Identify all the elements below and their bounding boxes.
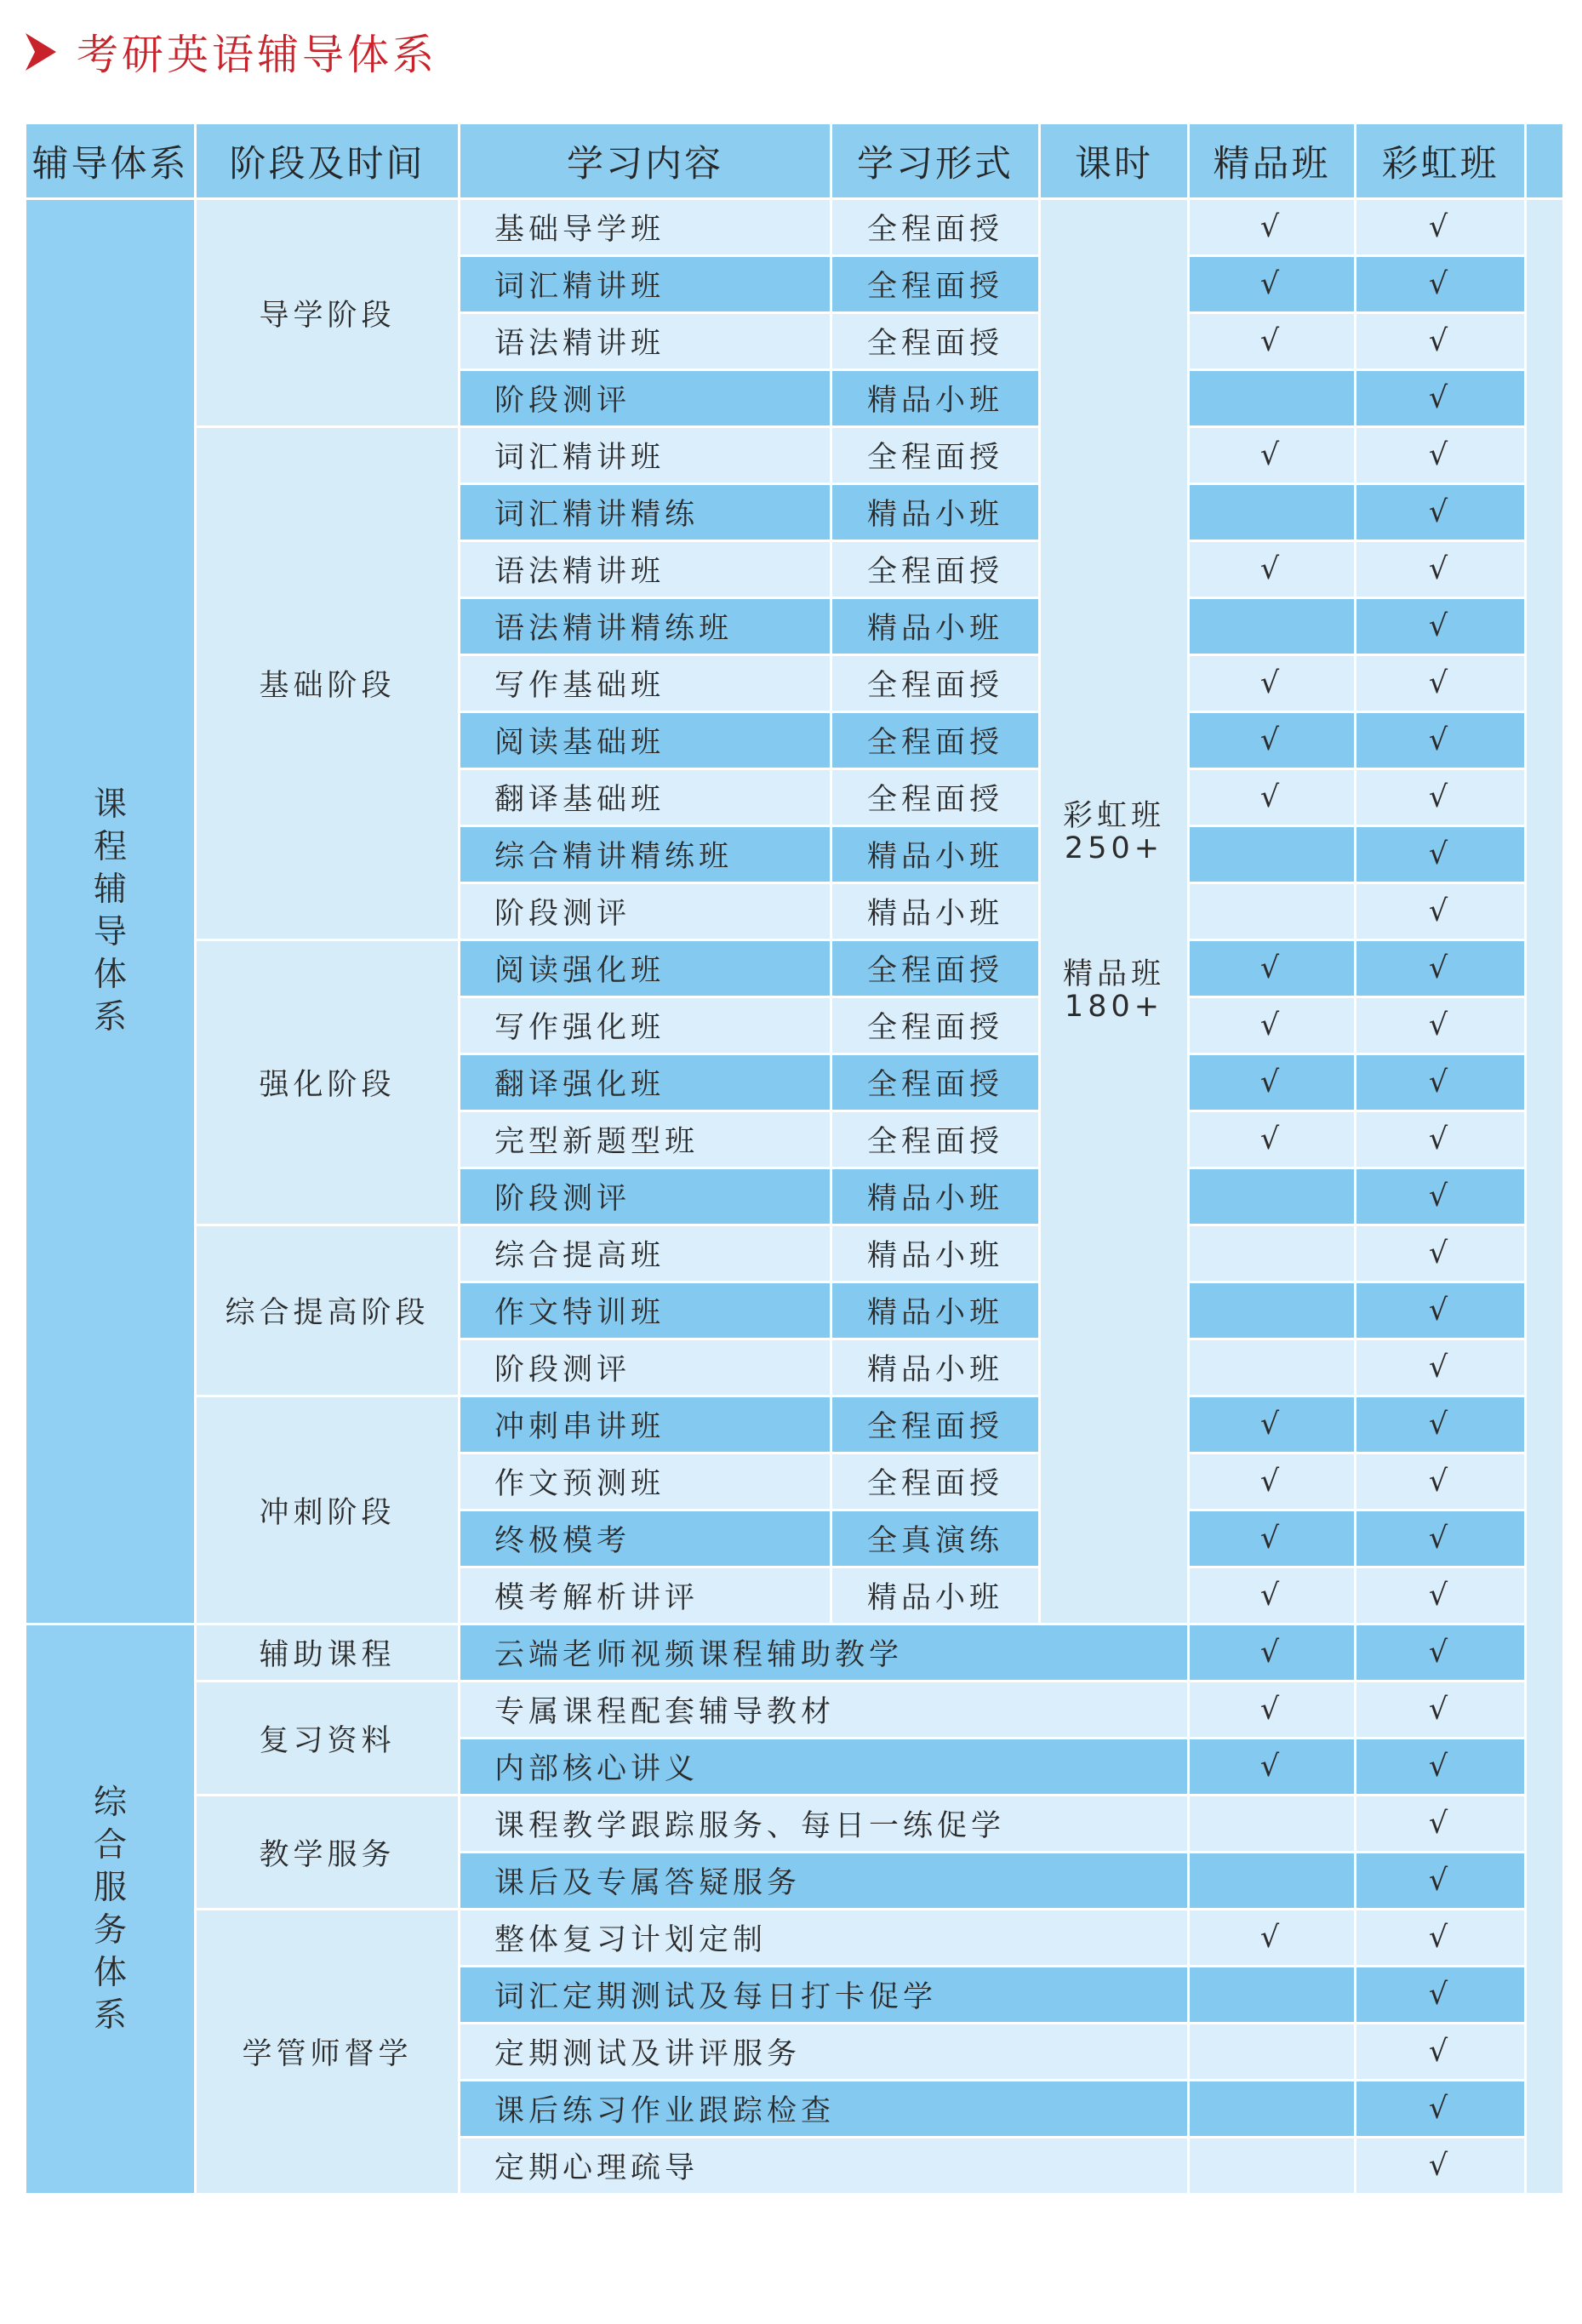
content-cell: 语法精讲班 [460,313,831,370]
content-cell: 课后练习作业跟踪检查 [460,2081,1189,2138]
rainbow-cell: √ [1356,2081,1526,2138]
section-title [24,22,437,82]
content-cell: 语法精讲班 [460,541,831,598]
content-cell: 定期心理疏导 [460,2138,1189,2195]
rainbow-cell: √ [1356,1453,1526,1510]
content-cell: 完型新题型班 [460,1111,831,1168]
rainbow-cell: √ [1356,484,1526,541]
page-title: 考研英语辅导体系 [77,31,438,79]
stage-teaching-service: 教学服务 [196,1796,460,1910]
header-extra [1526,123,1564,199]
content-cell: 词汇精讲班 [460,256,831,313]
premium-cell: √ [1189,1054,1356,1111]
hours-rainbow-label: 彩虹班 [1062,799,1165,833]
table-row [26,1796,1564,1853]
content-cell: 专属课程配套辅导教材 [460,1682,1189,1739]
table-row [26,1625,1564,1682]
premium-cell: √ [1189,313,1356,370]
content-cell: 阶段测评 [460,1339,831,1396]
premium-cell: √ [1189,997,1356,1054]
table-row [26,940,1564,997]
premium-cell: √ [1189,1453,1356,1510]
rainbow-cell: √ [1356,1111,1526,1168]
premium-cell: √ [1189,1396,1356,1453]
form-cell: 全程面授 [831,541,1040,598]
rainbow-cell: √ [1356,427,1526,484]
content-cell: 阶段测评 [460,1168,831,1225]
rainbow-cell: √ [1356,1225,1526,1282]
premium-cell: √ [1189,199,1356,256]
form-cell: 全程面授 [831,1396,1040,1453]
rainbow-cell: √ [1356,1339,1526,1396]
premium-cell: √ [1189,541,1356,598]
premium-cell [1189,1282,1356,1339]
premium-cell [1189,826,1356,883]
table-row [26,1682,1564,1739]
premium-cell [1189,1967,1356,2024]
premium-cell: √ [1189,712,1356,769]
content-cell: 课后及专属答疑服务 [460,1853,1189,1910]
header-hours: 课时 [1040,123,1189,199]
premium-cell: √ [1189,1739,1356,1796]
table-row [26,199,1564,256]
content-cell: 冲刺串讲班 [460,1396,831,1453]
rainbow-cell: √ [1356,1396,1526,1453]
form-cell: 全程面授 [831,769,1040,826]
content-cell: 基础导学班 [460,199,831,256]
form-cell: 全程面授 [831,199,1040,256]
form-cell: 精品小班 [831,1282,1040,1339]
content-cell: 阶段测评 [460,883,831,940]
tutoring-system-table [24,122,1565,2196]
rainbow-cell: √ [1356,1168,1526,1225]
form-cell: 精品小班 [831,1339,1040,1396]
premium-cell: √ [1189,256,1356,313]
form-cell: 全程面授 [831,427,1040,484]
rainbow-cell: √ [1356,826,1526,883]
premium-cell: √ [1189,769,1356,826]
premium-cell [1189,598,1356,655]
form-cell: 全程面授 [831,940,1040,997]
premium-cell [1189,883,1356,940]
premium-cell [1189,1168,1356,1225]
rainbow-cell: √ [1356,313,1526,370]
rainbow-cell: √ [1356,256,1526,313]
header-stage: 阶段及时间 [196,123,460,199]
rainbow-cell: √ [1356,883,1526,940]
arrow-right-icon [24,31,58,73]
content-cell: 整体复习计划定制 [460,1910,1189,1967]
content-cell: 翻译基础班 [460,769,831,826]
premium-cell: √ [1189,1625,1356,1682]
content-cell: 模考解析讲评 [460,1567,831,1625]
form-cell: 精品小班 [831,1225,1040,1282]
content-cell: 综合精讲精练班 [460,826,831,883]
stage-auxiliary: 辅助课程 [196,1625,460,1682]
rainbow-cell: √ [1356,2138,1526,2195]
premium-cell: √ [1189,1910,1356,1967]
hours-premium-label: 精品班 [1062,957,1165,991]
content-cell: 终极模考 [460,1510,831,1567]
content-cell: 词汇定期测试及每日打卡促学 [460,1967,1189,2024]
content-cell: 阅读强化班 [460,940,831,997]
premium-cell [1189,1339,1356,1396]
form-cell: 全真演练 [831,1510,1040,1567]
rainbow-cell: √ [1356,541,1526,598]
table-row [26,1396,1564,1453]
premium-cell [1189,2081,1356,2138]
stage-guide: 导学阶段 [196,199,460,427]
content-cell: 词汇精讲精练 [460,484,831,541]
system-service: 综合服务体系 [26,1625,196,2195]
rainbow-cell: √ [1356,1625,1526,1682]
content-cell: 词汇精讲班 [460,427,831,484]
table-row [26,1910,1564,1967]
header-form: 学习形式 [831,123,1040,199]
content-cell: 翻译强化班 [460,1054,831,1111]
form-cell: 全程面授 [831,313,1040,370]
hours-premium-value: 180+ [1064,990,1164,1024]
rainbow-cell: √ [1356,199,1526,256]
system-course: 课程辅导体系 [26,199,196,1625]
rainbow-cell: √ [1356,1967,1526,2024]
content-cell: 云端老师视频课程辅助教学 [460,1625,1189,1682]
stage-materials: 复习资料 [196,1682,460,1796]
premium-cell: √ [1189,1682,1356,1739]
table-row [26,1225,1564,1282]
content-cell: 阶段测评 [460,370,831,427]
content-cell: 定期测试及讲评服务 [460,2024,1189,2081]
premium-cell [1189,2138,1356,2195]
rainbow-cell: √ [1356,598,1526,655]
rainbow-cell: √ [1356,2024,1526,2081]
premium-cell: √ [1189,655,1356,712]
rainbow-cell: √ [1356,997,1526,1054]
premium-cell: √ [1189,1111,1356,1168]
rainbow-cell: √ [1356,1910,1526,1967]
rainbow-cell: √ [1356,370,1526,427]
hours-rainbow-value: 250+ [1064,831,1164,865]
form-cell: 精品小班 [831,1168,1040,1225]
form-cell: 精品小班 [831,484,1040,541]
form-cell: 全程面授 [831,712,1040,769]
premium-cell [1189,1853,1356,1910]
premium-cell [1189,484,1356,541]
header-premium: 精品班 [1189,123,1356,199]
content-cell: 综合提高班 [460,1225,831,1282]
content-cell: 语法精讲精练班 [460,598,831,655]
form-cell: 精品小班 [831,370,1040,427]
rainbow-cell: √ [1356,712,1526,769]
rainbow-cell: √ [1356,1796,1526,1853]
premium-cell [1189,1225,1356,1282]
hours-cell [1040,199,1189,1625]
rainbow-cell: √ [1356,1682,1526,1739]
form-cell: 全程面授 [831,655,1040,712]
form-cell: 精品小班 [831,826,1040,883]
header-content: 学习内容 [460,123,831,199]
rainbow-cell: √ [1356,1282,1526,1339]
premium-cell [1189,370,1356,427]
premium-cell: √ [1189,427,1356,484]
form-cell: 全程面授 [831,1453,1040,1510]
table-row [26,427,1564,484]
rainbow-cell: √ [1356,1739,1526,1796]
content-cell: 阅读基础班 [460,712,831,769]
rainbow-cell: √ [1356,940,1526,997]
rainbow-cell: √ [1356,1054,1526,1111]
header-row [26,123,1564,199]
form-cell: 全程面授 [831,256,1040,313]
premium-cell: √ [1189,940,1356,997]
form-cell: 全程面授 [831,997,1040,1054]
premium-cell: √ [1189,1510,1356,1567]
right-edge [1526,199,1564,2195]
premium-cell [1189,1796,1356,1853]
rainbow-cell: √ [1356,1510,1526,1567]
content-cell: 课程教学跟踪服务、每日一练促学 [460,1796,1189,1853]
premium-cell [1189,2024,1356,2081]
header-system: 辅导体系 [26,123,196,199]
premium-cell: √ [1189,1567,1356,1625]
stage-foundation: 基础阶段 [196,427,460,940]
stage-intensive: 强化阶段 [196,940,460,1225]
form-cell: 精品小班 [831,883,1040,940]
form-cell: 全程面授 [831,1054,1040,1111]
stage-sprint: 冲刺阶段 [196,1396,460,1625]
stage-supervision: 学管师督学 [196,1910,460,2195]
stage-comprehensive: 综合提高阶段 [196,1225,460,1396]
rainbow-cell: √ [1356,1567,1526,1625]
rainbow-cell: √ [1356,1853,1526,1910]
rainbow-cell: √ [1356,769,1526,826]
content-cell: 作文特训班 [460,1282,831,1339]
header-rainbow: 彩虹班 [1356,123,1526,199]
form-cell: 全程面授 [831,1111,1040,1168]
content-cell: 写作强化班 [460,997,831,1054]
form-cell: 精品小班 [831,1567,1040,1625]
content-cell: 作文预测班 [460,1453,831,1510]
content-cell: 内部核心讲义 [460,1739,1189,1796]
form-cell: 精品小班 [831,598,1040,655]
content-cell: 写作基础班 [460,655,831,712]
rainbow-cell: √ [1356,655,1526,712]
